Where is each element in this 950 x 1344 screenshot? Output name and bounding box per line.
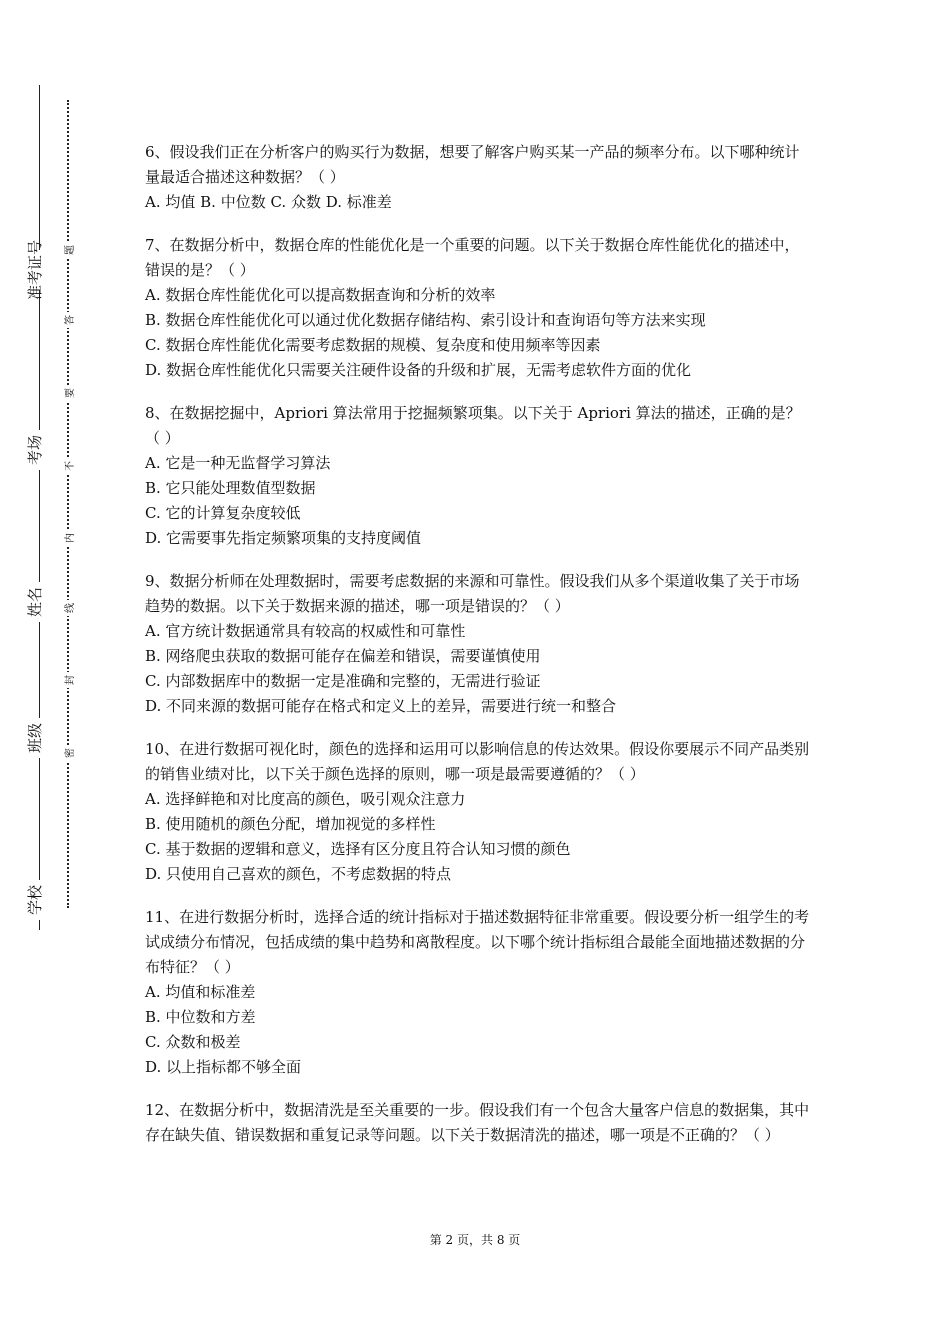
option-d: D. 它需要事先指定频繁项集的支持度阈值 (145, 529, 422, 547)
option-a: A. 选择鲜艳和对比度高的颜色，吸引观众注意力 (145, 790, 466, 808)
question-9 (145, 569, 810, 719)
option-b: B. 它只能处理数值型数据 (145, 479, 316, 497)
question-stem: 9、数据分析师在处理数据时，需要考虑数据的来源和可靠性。假设我们从多个渠道收集了关于市场趋势的数据。以下关于数据来源的描述，哪一项是错误的？（ ） (145, 572, 800, 615)
seal-char: 要 (60, 385, 76, 401)
option-a: A. 均值和标准差 (145, 983, 256, 1001)
seal-char: 封 (60, 672, 76, 688)
binding-margin (0, 0, 110, 1344)
option-b: B. 中位数和方差 (145, 1008, 256, 1026)
question-stem: 6、假设我们正在分析客户的购买行为数据，想要了解客户购买某一产品的频率分布。以下哪种统计量最适合描述这种数据？（ ） (145, 143, 800, 186)
seal-char: 内 (60, 530, 76, 546)
question-stem: 7、在数据分析中，数据仓库的性能优化是一个重要的问题。以下关于数据仓库性能优化的描述中，错误的是？（ ） (145, 236, 800, 279)
question-stem: 10、在进行数据可视化时，颜色的选择和运用可以影响信息的传达效果。假设你要展示不同产品类别的销售业绩对比，以下关于颜色选择的原则，哪一项是最需要遵循的？（ ） (145, 740, 810, 783)
field-exam-room-label: 考场 (14, 430, 54, 470)
page-footer: 第 2 页，共 8 页 (429, 1233, 521, 1247)
question-stem: 12、在数据分析中，数据清洗是至关重要的一步。假设我们有一个包含大量客户信息的数据集，其中存在缺失值、错误数据和重复记录等问题。以下关于数据清洗的描述，哪一项是不正确的？（ ） (145, 1101, 810, 1144)
seal-char: 答 (60, 312, 76, 328)
option-d: D. 不同来源的数据可能存在格式和定义上的差异，需要进行统一和整合 (145, 697, 617, 715)
question-10 (145, 737, 810, 887)
option-d: D. 数据仓库性能优化只需要关注硬件设备的升级和扩展，无需考虑软件方面的优化 (145, 361, 692, 379)
question-list (145, 140, 810, 1166)
option-b: B. 数据仓库性能优化可以通过优化数据存储结构、索引设计和查询语句等方法来实现 (145, 311, 706, 329)
seal-dotted-line (67, 100, 69, 908)
field-class-label: 班级 (14, 718, 54, 758)
option-c: C. 数据仓库性能优化需要考虑数据的规模、复杂度和使用频率等因素 (145, 336, 601, 354)
question-stem: 11、在进行数据分析时，选择合适的统计指标对于描述数据特征非常重要。假设要分析一组学生的考试成绩分布情况，包括成绩的集中趋势和离散程度。以下哪个统计指标组合最能全面地描述数据的分布特征？（ ） (145, 908, 810, 976)
question-8 (145, 401, 810, 551)
question-options-inline: A. 均值 B. 中位数 C. 众数 D. 标准差 (145, 193, 392, 211)
option-a: A. 数据仓库性能优化可以提高数据查询和分析的效率 (145, 286, 496, 304)
option-c: C. 基于数据的逻辑和意义，选择有区分度且符合认知习惯的颜色 (145, 840, 571, 858)
seal-char: 密 (60, 745, 76, 761)
question-stem: 8、在数据挖掘中，Apriori 算法常用于挖掘频繁项集。以下关于 Apriori 算法的描述，正确的是？（ ） (145, 404, 801, 447)
question-7 (145, 233, 810, 383)
option-d: D. 以上指标都不够全面 (145, 1058, 302, 1076)
option-a: A. 它是一种无监督学习算法 (145, 454, 331, 472)
binding-fill-line (39, 85, 40, 930)
field-school-label: 学校 (14, 880, 54, 920)
option-b: B. 使用随机的颜色分配，增加视觉的多样性 (145, 815, 436, 833)
question-11 (145, 905, 810, 1080)
question-6 (145, 140, 810, 215)
option-c: C. 众数和极差 (145, 1033, 241, 1051)
option-c: C. 它的计算复杂度较低 (145, 504, 301, 522)
field-exam-number-label: 准考证号 (14, 250, 54, 290)
seal-char: 题 (60, 242, 76, 258)
seal-char: 线 (60, 600, 76, 616)
field-name-label: 姓名 (14, 582, 54, 622)
seal-char: 不 (60, 458, 76, 474)
option-d: D. 只使用自己喜欢的颜色，不考虑数据的特点 (145, 865, 452, 883)
option-a: A. 官方统计数据通常具有较高的权威性和可靠性 (145, 622, 466, 640)
question-12 (145, 1098, 810, 1148)
option-b: B. 网络爬虫获取的数据可能存在偏差和错误，需要谨慎使用 (145, 647, 541, 665)
option-c: C. 内部数据库中的数据一定是准确和完整的，无需进行验证 (145, 672, 541, 690)
